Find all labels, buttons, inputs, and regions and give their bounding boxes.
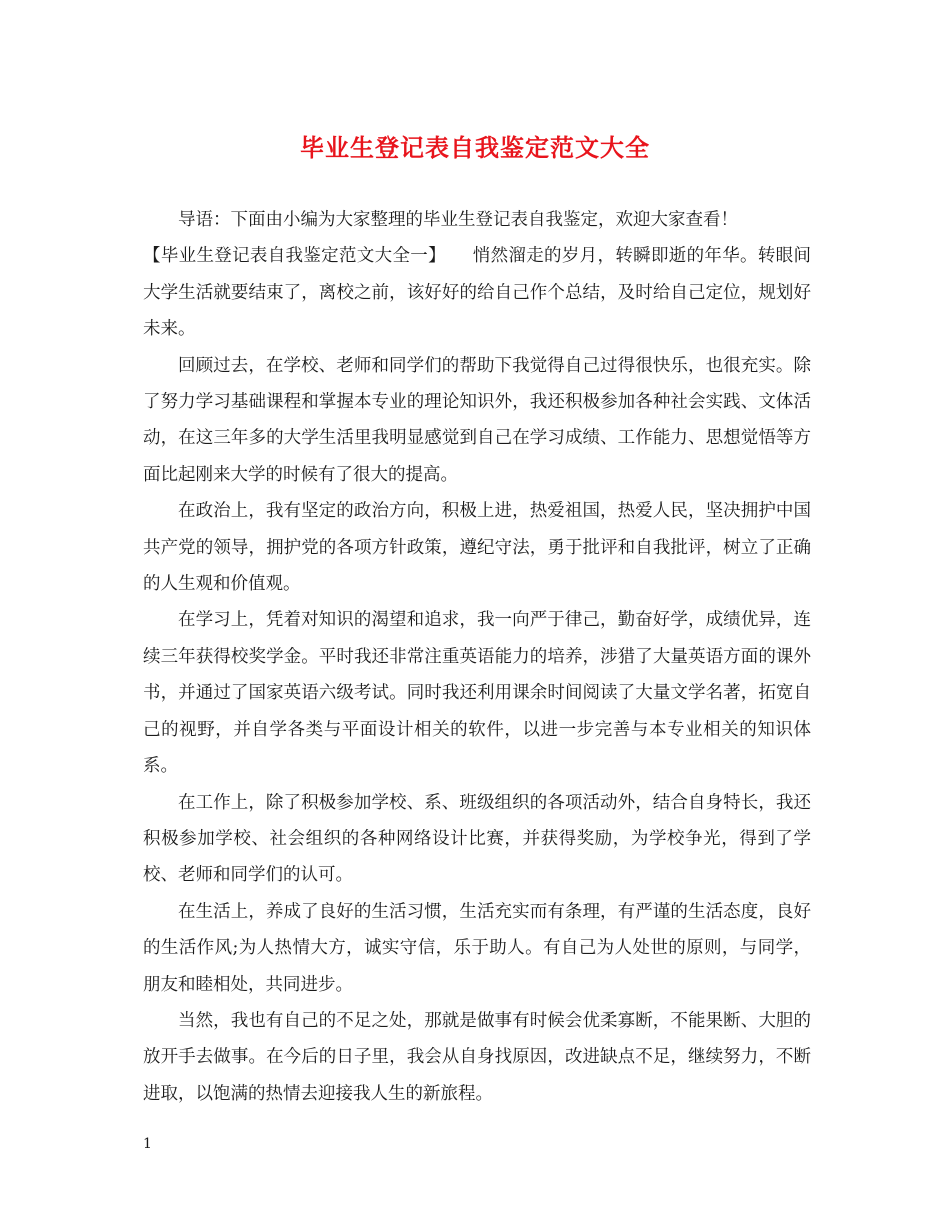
review-paragraph: 回顾过去，在学校、老师和同学们的帮助下我觉得自己过得很快乐，也很充实。除了努力学习基础课程和掌握本专业的理论知识外，我还积极参加各种社会实践、文体活动，在这三年多的大学生活里我明显感觉到自己在学习成绩、工作能力、思想觉悟等方面比起刚来大学的时候有了很大的提高。 (143, 355, 811, 485)
section-heading-paragraph: 【毕业生登记表自我鉴定范文大全一】 悄然溜走的岁月，转瞬即逝的年华。转眼间大学生活就要结束了，离校之前，该好好的给自己作个总结，及时给自己定位，规划好未来。 (143, 246, 811, 340)
study-paragraph: 在学习上，凭着对知识的渴望和追求，我一向严于律己，勤奋好学，成绩优异，连续三年获得校奖学金。平时我还非常注重英语能力的培养，涉猎了大量英语方面的课外书，并通过了国家英语六级考试。同时我还利用课余时间阅读了大量文学名著，拓宽自己的视野，并自学各类与平面设计相关的软件，以进一步完善与本专业相关的知识体系。 (143, 610, 811, 777)
page-number: 1 (143, 1136, 152, 1152)
conclusion-paragraph: 当然，我也有自己的不足之处，那就是做事有时候会优柔寡断，不能果断、大胆的放开手去做事。在今后的日子里，我会从自身找原因，改进缺点不足，继续努力，不断进取，以饱满的热情去迎接我人生的新旅程。 (143, 1010, 811, 1104)
politics-paragraph: 在政治上，我有坚定的政治方向，积极上进，热爱祖国，热爱人民，坚决拥护中国共产党的领导，拥护党的各项方针政策，遵纪守法，勇于批评和自我批评，树立了正确的人生观和价值观。 (143, 501, 811, 595)
life-paragraph: 在生活上，养成了良好的生活习惯，生活充实而有条理，有严谨的生活态度，良好的生活作风;为人热情大方，诚实守信，乐于助人。有自己为人处世的原则，与同学，朋友和睦相处，共同进步。 (143, 901, 811, 995)
document-title: 毕业生登记表自我鉴定范文大全 (300, 133, 650, 162)
work-paragraph: 在工作上，除了积极参加学校、系、班级组织的各项活动外，结合自身特长，我还积极参加学校、社会组织的各种网络设计比赛，并获得奖励，为学校争光，得到了学校、老师和同学们的认可。 (143, 792, 811, 886)
document-body (143, 202, 811, 1112)
intro-paragraph: 导语：下面由小编为大家整理的毕业生登记表自我鉴定，欢迎大家查看！ (178, 210, 738, 230)
